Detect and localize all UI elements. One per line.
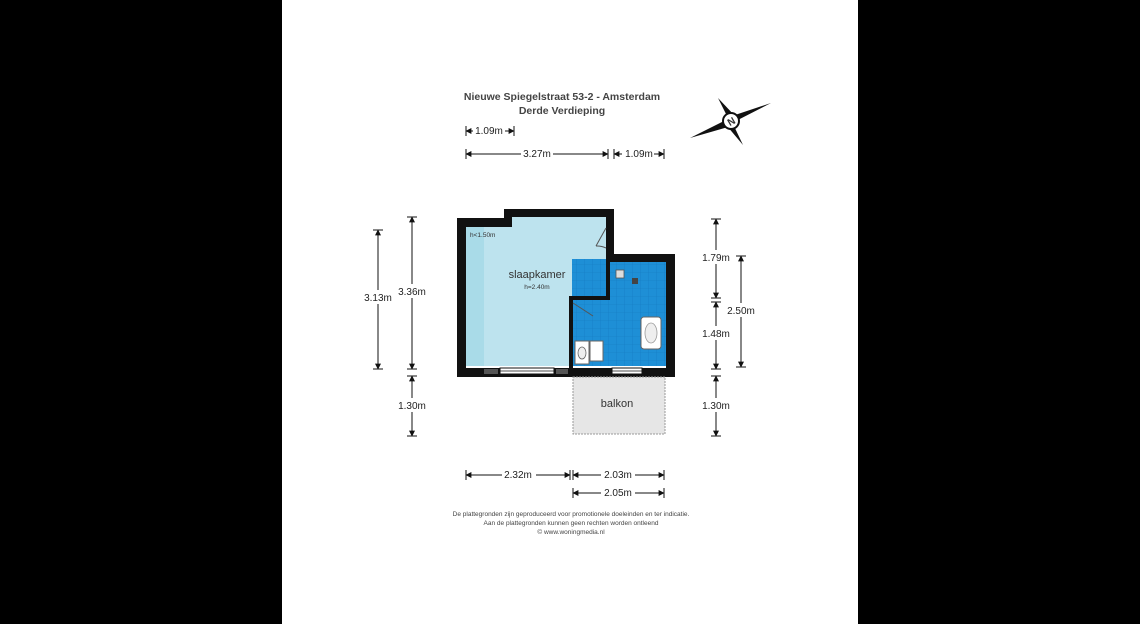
dimension-label: 1.79m bbox=[702, 253, 730, 264]
plan-subtitle: Derde Verdieping bbox=[518, 105, 606, 117]
dimension-label: 1.09m bbox=[625, 149, 653, 160]
dimension-label: 3.27m bbox=[523, 149, 551, 160]
dimension-label: 3.36m bbox=[398, 287, 426, 298]
shower-icon bbox=[616, 270, 624, 278]
bedroom-height: h=2.40m bbox=[524, 284, 550, 291]
compass-north-label: N bbox=[725, 115, 738, 129]
dimension-label: 2.50m bbox=[727, 306, 755, 317]
interior-wall bbox=[569, 296, 573, 368]
disclaimer-line-1: De plattegronden zijn geproduceerd voor promotionele doeleinden en ter indicatie. bbox=[452, 511, 690, 518]
low-ceiling-label: h<1.50m bbox=[470, 232, 496, 239]
low-ceiling-zone bbox=[466, 227, 484, 366]
bedroom-label: slaapkamer bbox=[508, 269, 566, 281]
dimension-label: 3.13m bbox=[364, 293, 392, 304]
dimension-label: 2.05m bbox=[604, 488, 632, 499]
washer-icon bbox=[590, 341, 603, 361]
plan-title: Nieuwe Spiegelstraat 53-2 - Amsterdam bbox=[463, 91, 661, 103]
dimension-label: 1.30m bbox=[702, 401, 730, 412]
disclaimer-line-2: Aan de plattegronden kunnen geen rechten worden ontleend bbox=[483, 520, 659, 527]
dimension-label: 2.32m bbox=[504, 470, 532, 481]
balcony-label: balkon bbox=[600, 398, 634, 410]
dimension-label: 1.09m bbox=[475, 126, 503, 137]
dimension-label: 2.03m bbox=[604, 470, 632, 481]
dimension-label: 1.30m bbox=[398, 401, 426, 412]
dimension-label: 1.48m bbox=[702, 329, 730, 340]
disclaimer-line-3: © www.woningmedia.nl bbox=[537, 529, 605, 536]
